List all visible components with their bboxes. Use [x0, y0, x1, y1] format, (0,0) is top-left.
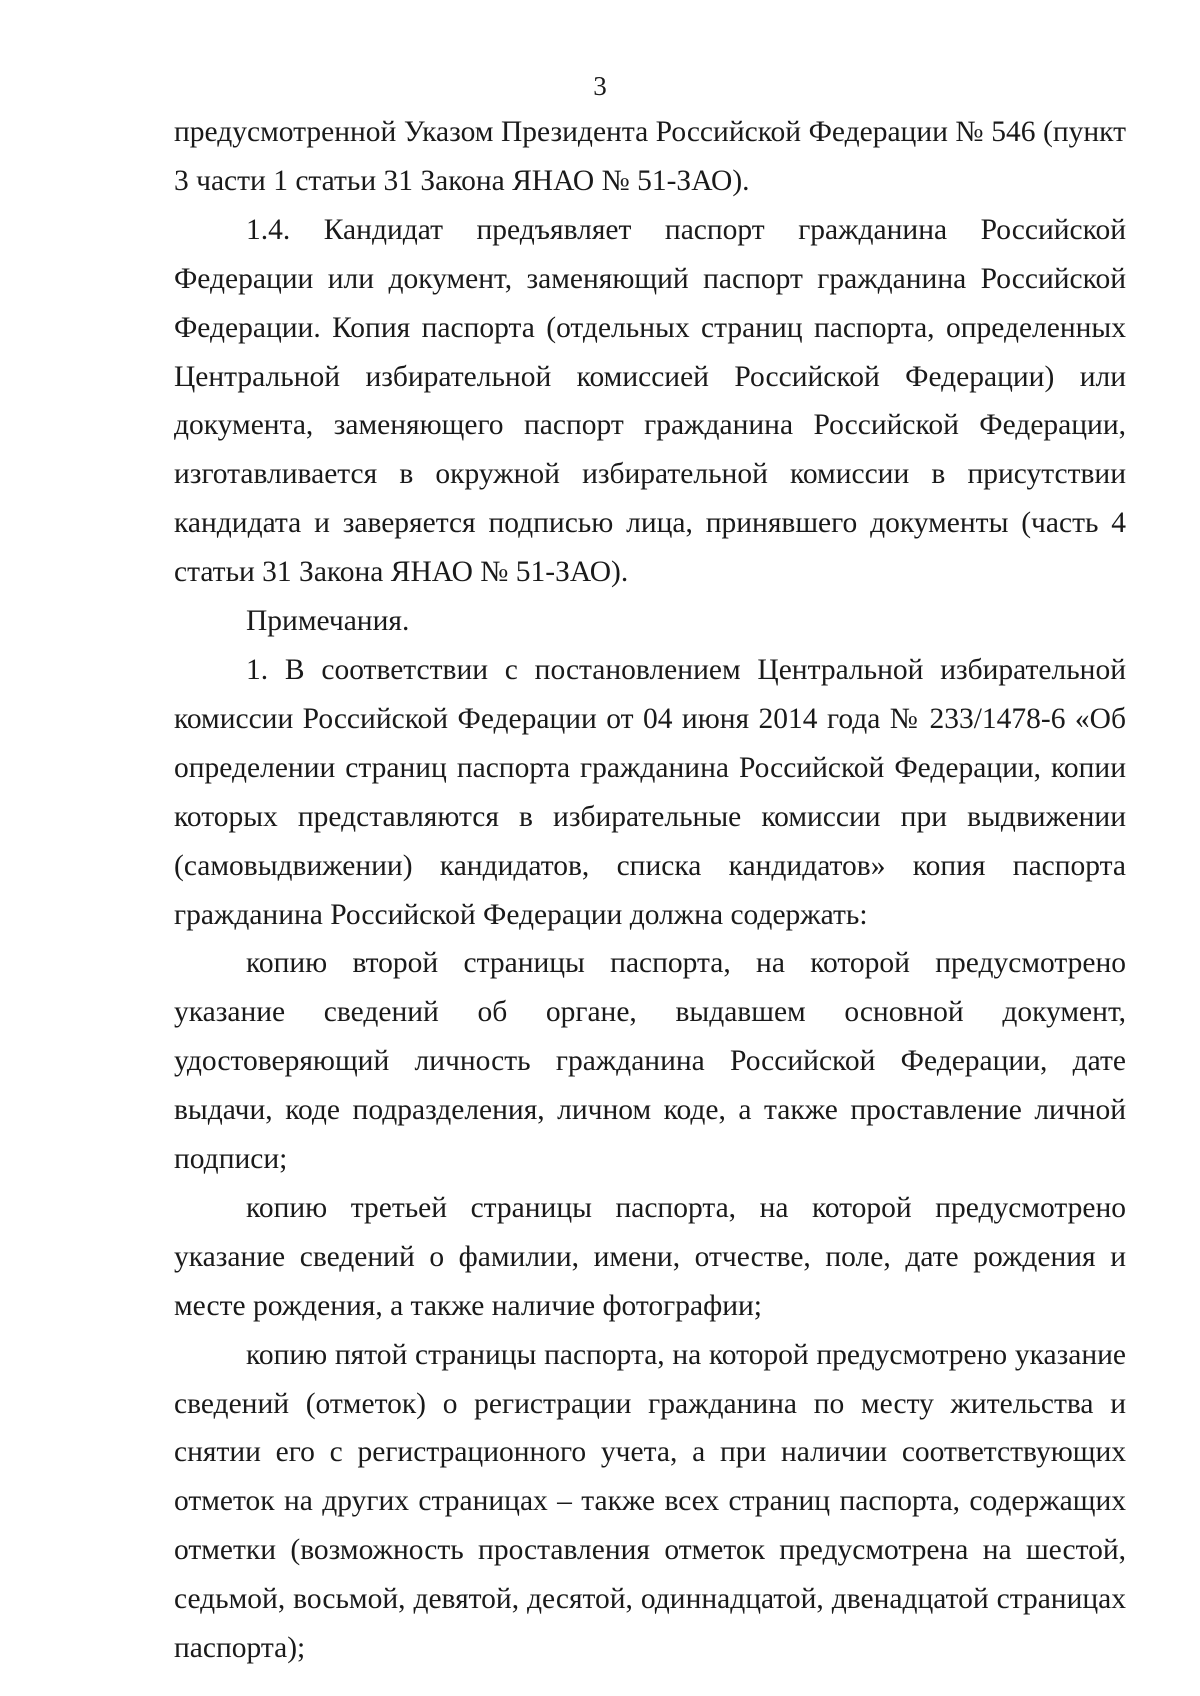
paragraph-clause-1-4: 1.4. Кандидат предъявляет паспорт гражданина Российской Федерации или документ, заменяющий паспорт гражданина Российской Федерации. Копия паспорта (отдельных страниц паспорта, определенных Центральной избирательной комиссией Российской Федерации) или документа, заменяющего паспорт гражданина Российской Федерации, изготавливается в окружной избирательной комиссии в присутствии кандидата и заверяется подписью лица, принявшего документы (часть 4 статьи 31 Закона ЯНАО № 51-ЗАО). — [174, 213, 1126, 589]
paragraph-page-two: копию второй страницы паспорта, на которой предусмотрено указание сведений об органе, выдавшем основной документ, удостоверяющий личность гражданина Российской Федерации, дате выдачи, коде подразделения, личном коде, а также проставление личной подписи; — [174, 947, 1126, 1176]
document-body — [174, 108, 1126, 1673]
paragraph-page-five: копию пятой страницы паспорта, на которой предусмотрено указание сведений (отметок) о регистрации гражданина по месту жительства и снятии его с регистрационного учета, а при наличии соответствующих отметок на других страницах – также всех страниц паспорта, содержащих отметки (возможность проставления отметок предусмотрена на шестой, седьмой, восьмой, девятой, десятой, одиннадцатой, двенадцатой страницах паспорта); — [174, 1338, 1126, 1665]
paragraph-note-1: 1. В соответствии с постановлением Центральной избирательной комиссии Российской Федерации от 04 июня 2014 года № 233/1478-6 «Об определении страниц паспорта гражданина Российской Федерации, копии которых представляются в избирательные комиссии при выдвижении (самовыдвижении) кандидатов, списка кандидатов» копия паспорта гражданина Российской Федерации должна содержать: — [174, 653, 1126, 931]
paragraph-continuation: предусмотренной Указом Президента Российской Федерации № 546 (пункт 3 части 1 статьи 31 Закона ЯНАО № 51-ЗАО). — [174, 116, 1126, 197]
notes-heading: Примечания. — [246, 605, 410, 638]
page-number: 3 — [593, 71, 607, 101]
paragraph-page-three: копию третьей страницы паспорта, на которой предусмотрено указание сведений о фамилии, имени, отчестве, поле, дате рождения и месте рождения, а также наличие фотографии; — [174, 1191, 1126, 1322]
